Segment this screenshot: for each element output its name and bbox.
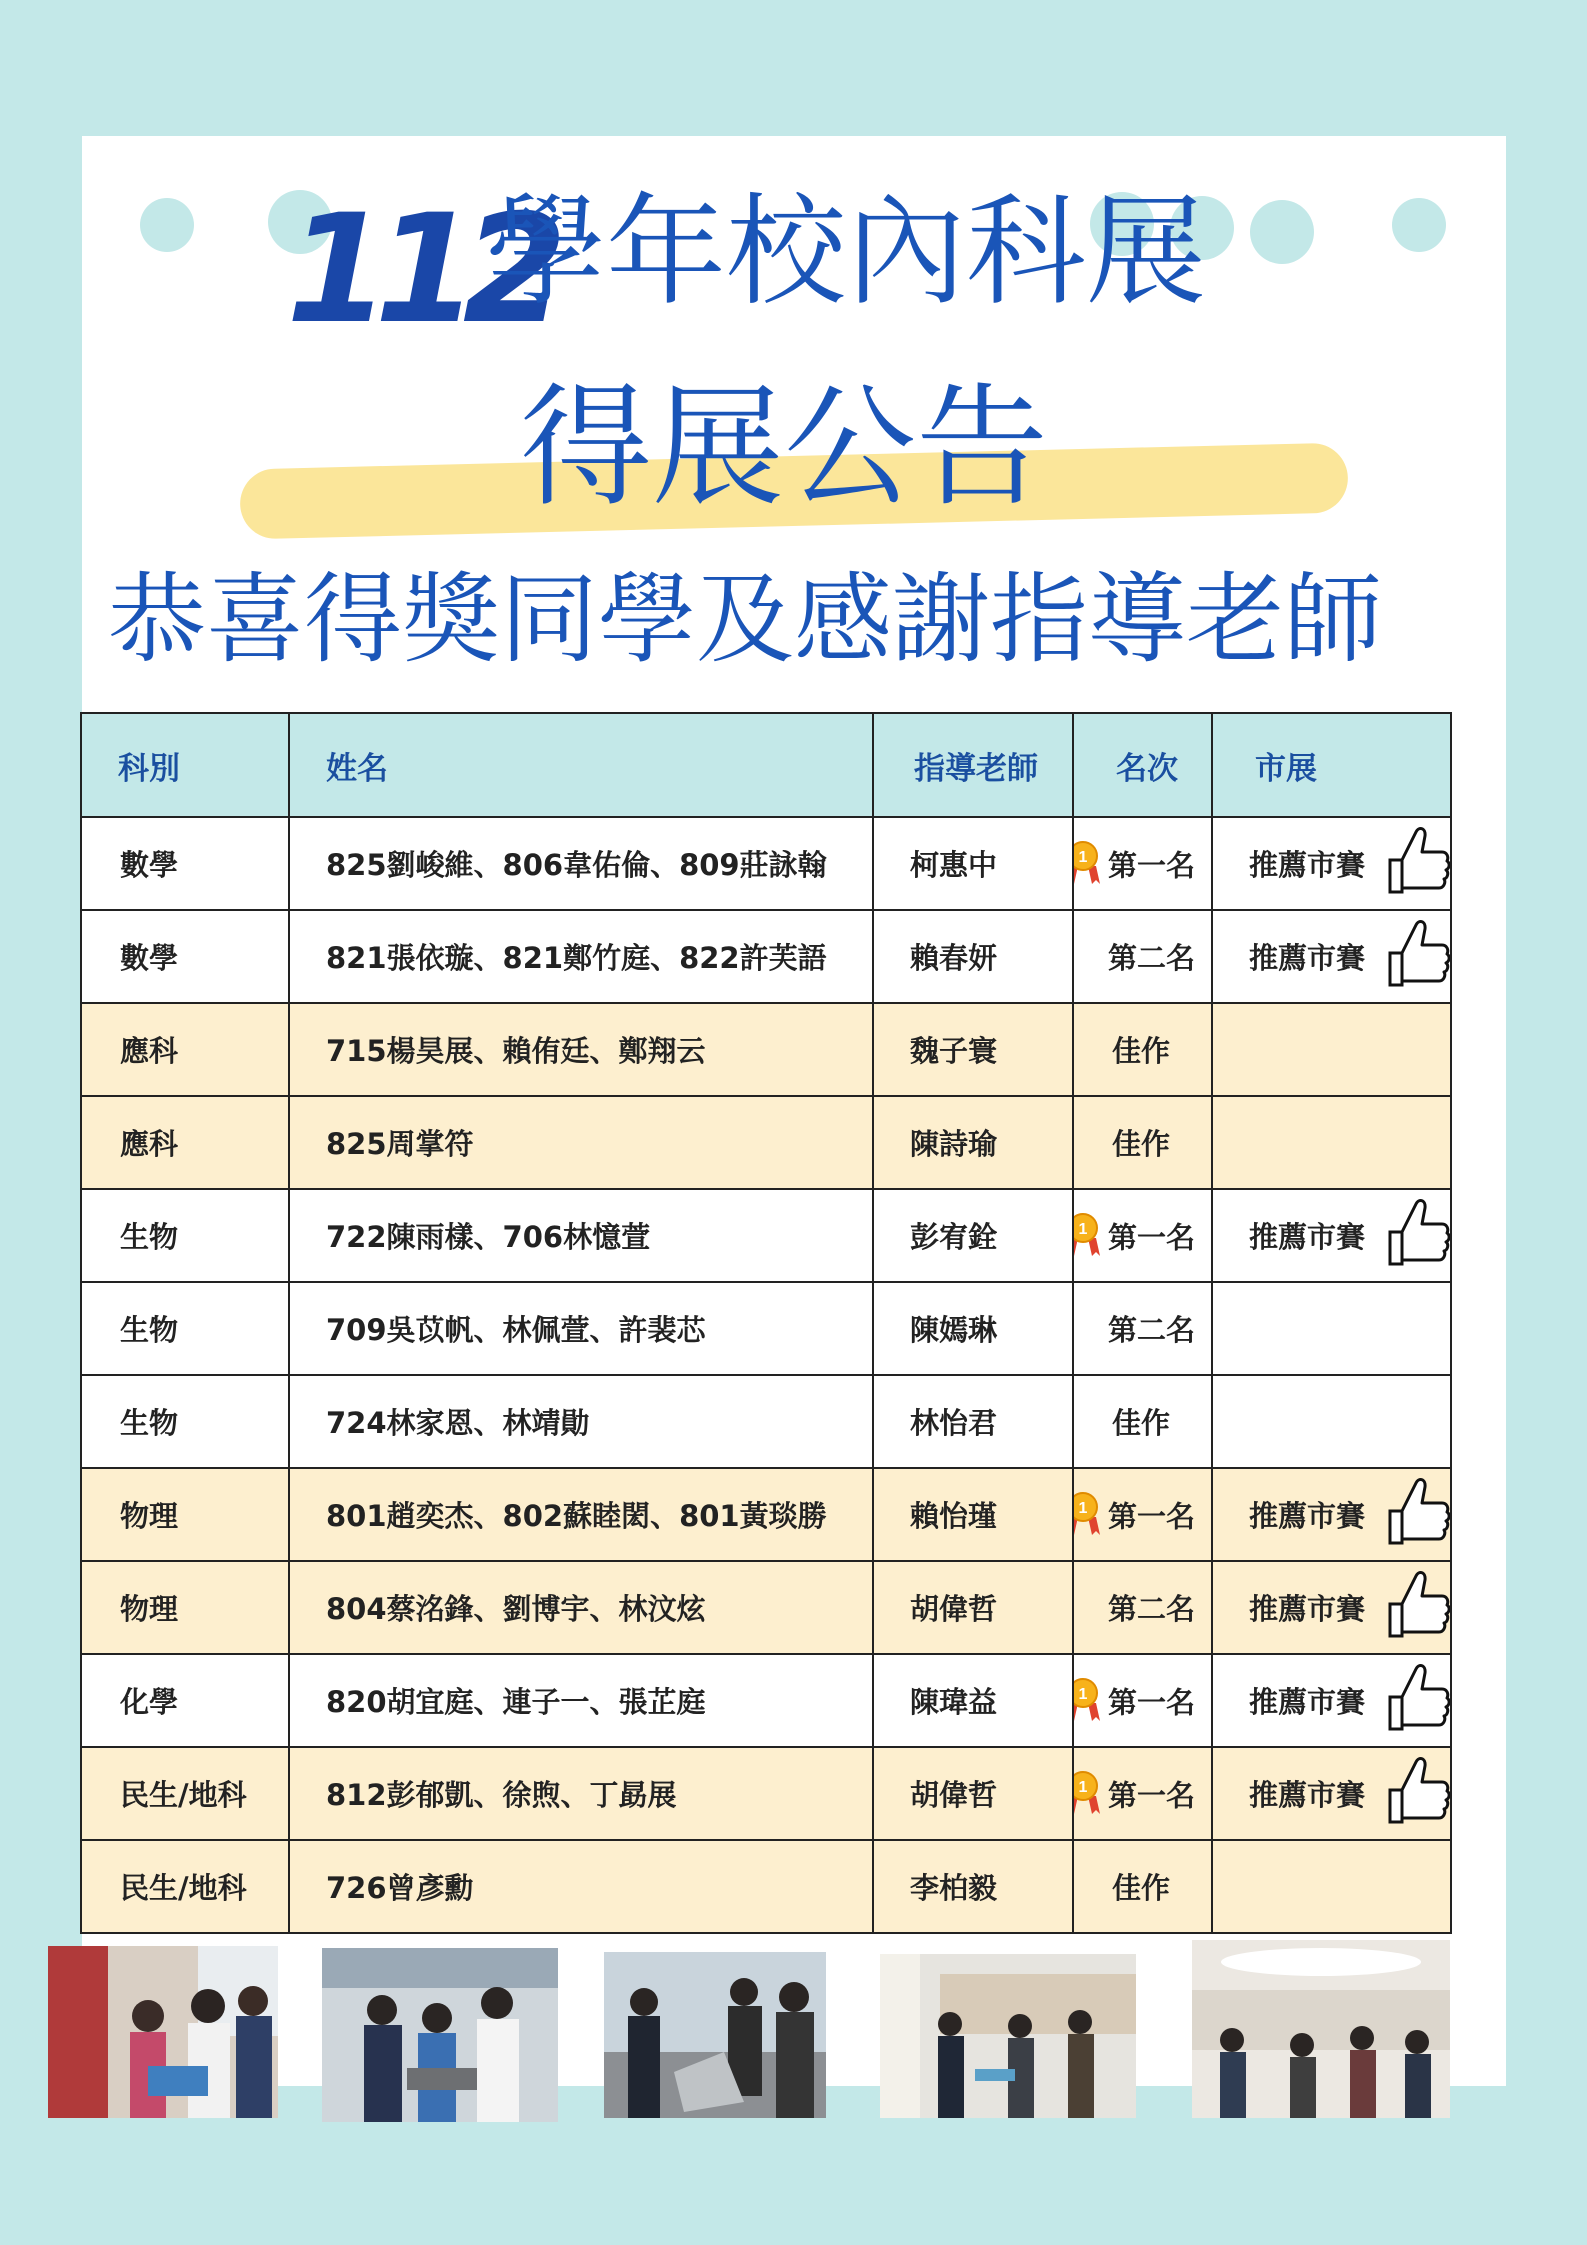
city-label: 推薦市賽 — [1249, 941, 1366, 975]
cell-names: 801趙奕杰、802蘇睦閎、801黃琰勝 — [289, 1468, 873, 1561]
cell-subject: 物理 — [81, 1468, 289, 1561]
event-photo-1 — [48, 1946, 278, 2118]
cell-city — [1212, 1282, 1451, 1375]
cell-rank — [1073, 910, 1212, 1003]
cell-city — [1212, 1747, 1451, 1840]
cell-city — [1212, 817, 1451, 910]
cell-names: 724林家恩、林靖勛 — [289, 1375, 873, 1468]
table-row — [81, 1096, 1451, 1189]
cell-names: 804蔡洺鋒、劉博宇、林汶炫 — [289, 1561, 873, 1654]
svg-text:1: 1 — [1078, 1685, 1088, 1703]
table-row — [81, 1375, 1451, 1468]
table-row — [81, 1840, 1451, 1933]
cell-city — [1212, 1003, 1451, 1096]
svg-text:1: 1 — [1078, 1499, 1088, 1517]
table-body — [81, 817, 1451, 1933]
gold-medal-icon — [1073, 1212, 1104, 1260]
cell-city — [1212, 1189, 1451, 1282]
column-header-teacher: 指導老師 — [873, 713, 1073, 817]
thumbs-up-icon — [1386, 1750, 1451, 1826]
cell-city — [1212, 1096, 1451, 1189]
city-label: 推薦市賽 — [1249, 1685, 1366, 1719]
table-header-row — [81, 713, 1451, 817]
cell-subject: 物理 — [81, 1561, 289, 1654]
cell-teacher: 陳詩瑜 — [873, 1096, 1073, 1189]
cell-city — [1212, 1375, 1451, 1468]
table-row — [81, 1561, 1451, 1654]
rank-label: 第二名 — [1108, 941, 1196, 975]
cell-city — [1212, 1654, 1451, 1747]
cell-subject: 生物 — [81, 1375, 289, 1468]
rank-label: 佳作 — [1112, 1871, 1171, 1905]
rank-label: 第二名 — [1108, 1592, 1196, 1626]
cell-names: 812彭郁凱、徐煦、丁勗展 — [289, 1747, 873, 1840]
thumbs-up-icon — [1386, 1564, 1451, 1640]
city-label: 推薦市賽 — [1249, 1499, 1366, 1533]
rank-label: 佳作 — [1112, 1034, 1171, 1068]
title-year: 112 — [286, 183, 552, 357]
city-label: 推薦市賽 — [1249, 848, 1366, 882]
table-row — [81, 1189, 1451, 1282]
cell-subject: 民生/地科 — [81, 1840, 289, 1933]
cell-names: 820胡宜庭、連子一、張芷庭 — [289, 1654, 873, 1747]
cell-rank — [1073, 1375, 1212, 1468]
column-header-city: 市展 — [1212, 713, 1451, 817]
title-line-1: 學年校內科展 — [486, 183, 1206, 322]
cell-city — [1212, 1468, 1451, 1561]
cell-city — [1212, 1561, 1451, 1654]
rank-label: 佳作 — [1112, 1127, 1171, 1161]
cell-rank — [1073, 817, 1212, 910]
gold-medal-icon — [1073, 1770, 1104, 1818]
cell-rank — [1073, 1189, 1212, 1282]
cell-city — [1212, 910, 1451, 1003]
gold-medal-icon — [1073, 1677, 1104, 1725]
cell-names: 726曾彥勳 — [289, 1840, 873, 1933]
cell-subject: 民生/地科 — [81, 1747, 289, 1840]
table-row — [81, 817, 1451, 910]
cell-subject: 應科 — [81, 1096, 289, 1189]
cell-rank — [1073, 1654, 1212, 1747]
rank-label: 第一名 — [1108, 848, 1196, 882]
city-label: 推薦市賽 — [1249, 1220, 1366, 1254]
cell-teacher: 胡偉哲 — [873, 1747, 1073, 1840]
thumbs-up-icon — [1386, 913, 1451, 989]
rank-label: 第一名 — [1108, 1220, 1196, 1254]
gold-medal-icon — [1073, 1491, 1104, 1539]
decor-dot-left — [140, 198, 194, 252]
table-row — [81, 1747, 1451, 1840]
cell-names: 825劉峻維、806韋佑倫、809莊詠翰 — [289, 817, 873, 910]
cell-teacher: 林怡君 — [873, 1375, 1073, 1468]
column-header-subject: 科別 — [81, 713, 289, 817]
thumbs-up-icon — [1386, 1471, 1451, 1547]
city-label: 推薦市賽 — [1249, 1778, 1366, 1812]
rank-label: 佳作 — [1112, 1406, 1171, 1440]
thumbs-up-icon — [1386, 1657, 1451, 1733]
event-photo-2 — [322, 1948, 558, 2122]
rank-label: 第二名 — [1108, 1313, 1196, 1347]
cell-rank — [1073, 1561, 1212, 1654]
cell-teacher: 陳嫣琳 — [873, 1282, 1073, 1375]
cell-teacher: 胡偉哲 — [873, 1561, 1073, 1654]
table-row — [81, 1468, 1451, 1561]
decor-dot-right — [1392, 198, 1446, 252]
subtitle: 恭喜得獎同學及感謝指導老師 — [108, 563, 1383, 677]
column-header-rank: 名次 — [1073, 713, 1212, 817]
title-line-2: 得展公告 — [520, 371, 1048, 525]
event-photo-5 — [1192, 1940, 1450, 2118]
cell-teacher: 賴怡瑾 — [873, 1468, 1073, 1561]
cell-teacher: 魏子寰 — [873, 1003, 1073, 1096]
event-photo-3 — [604, 1952, 826, 2118]
city-label: 推薦市賽 — [1249, 1592, 1366, 1626]
cell-rank — [1073, 1747, 1212, 1840]
table-row — [81, 1282, 1451, 1375]
awards-table — [80, 712, 1452, 1934]
cell-rank — [1073, 1840, 1212, 1933]
cell-names: 709吳苡帆、林佩萱、許裴芯 — [289, 1282, 873, 1375]
cell-subject: 數學 — [81, 817, 289, 910]
thumbs-up-icon — [1386, 820, 1451, 896]
column-header-names: 姓名 — [289, 713, 873, 817]
cell-teacher: 柯惠中 — [873, 817, 1073, 910]
svg-text:1: 1 — [1078, 848, 1088, 866]
cell-teacher: 李柏毅 — [873, 1840, 1073, 1933]
cell-rank — [1073, 1282, 1212, 1375]
cell-rank — [1073, 1468, 1212, 1561]
event-photo-4 — [880, 1954, 1136, 2118]
cell-subject: 生物 — [81, 1189, 289, 1282]
gold-medal-icon — [1073, 840, 1104, 888]
rank-label: 第一名 — [1108, 1499, 1196, 1533]
cell-teacher: 賴春妍 — [873, 910, 1073, 1003]
rank-label: 第一名 — [1108, 1778, 1196, 1812]
cell-names: 821張依璇、821鄭竹庭、822許芙語 — [289, 910, 873, 1003]
cell-subject: 數學 — [81, 910, 289, 1003]
cell-subject: 生物 — [81, 1282, 289, 1375]
cell-names: 722陳雨樣、706林憶萱 — [289, 1189, 873, 1282]
table-row — [81, 1003, 1451, 1096]
table-row — [81, 1654, 1451, 1747]
cell-subject: 化學 — [81, 1654, 289, 1747]
thumbs-up-icon — [1386, 1192, 1451, 1268]
cell-rank — [1073, 1096, 1212, 1189]
cell-teacher: 陳瑋益 — [873, 1654, 1073, 1747]
cell-names: 825周掌符 — [289, 1096, 873, 1189]
cell-subject: 應科 — [81, 1003, 289, 1096]
table-row — [81, 910, 1451, 1003]
svg-text:1: 1 — [1078, 1778, 1088, 1796]
cell-rank — [1073, 1003, 1212, 1096]
svg-text:1: 1 — [1078, 1220, 1088, 1238]
cell-city — [1212, 1840, 1451, 1933]
cell-names: 715楊昊展、賴侑廷、鄭翔云 — [289, 1003, 873, 1096]
cell-teacher: 彭宥銓 — [873, 1189, 1073, 1282]
rank-label: 第一名 — [1108, 1685, 1196, 1719]
